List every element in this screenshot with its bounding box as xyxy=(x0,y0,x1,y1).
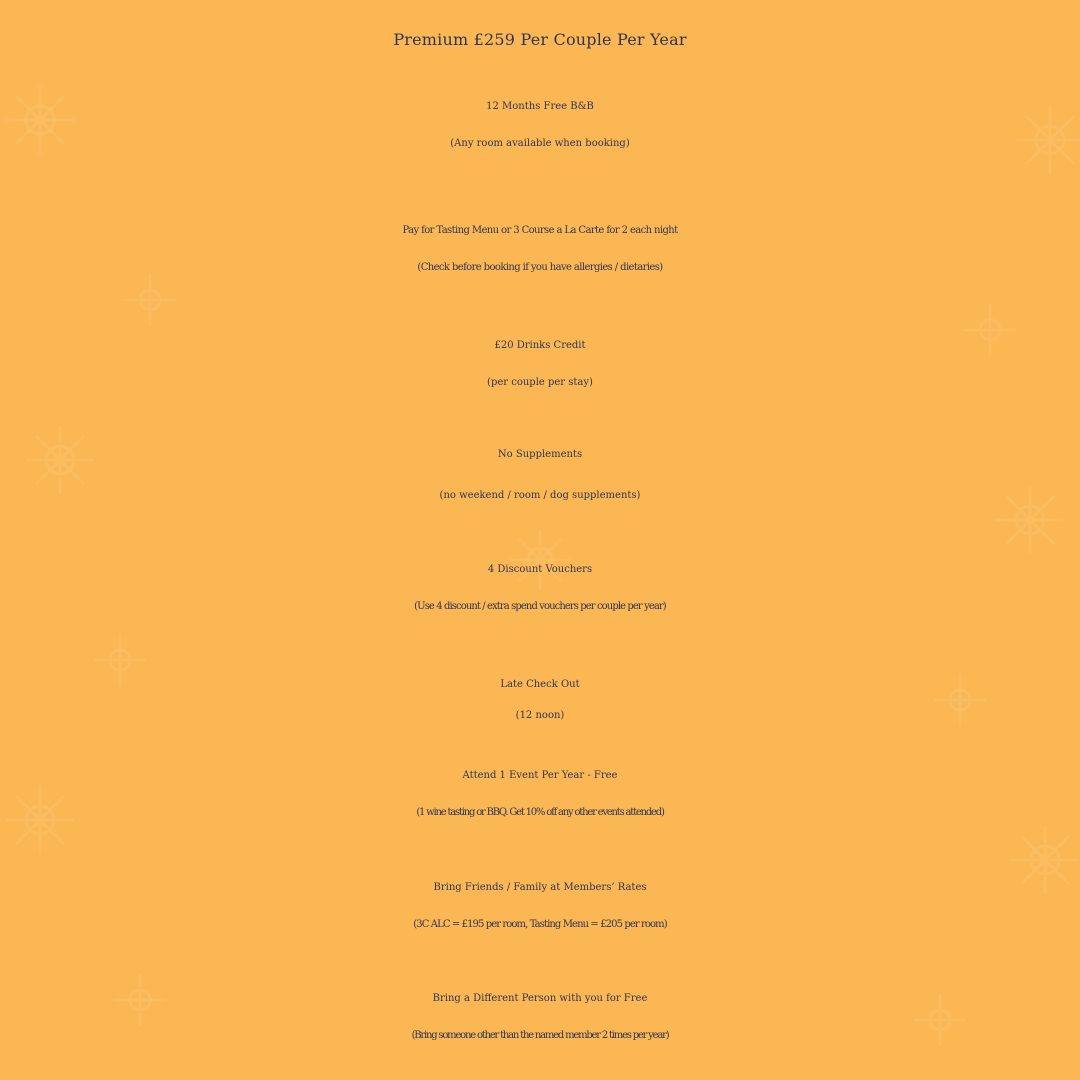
benefit-note: (Bring someone other than the named member 2 times per year) xyxy=(411,1030,669,1041)
benefit-free-bnb xyxy=(0,86,1080,160)
benefit-heading: 4 Discount Vouchers xyxy=(487,564,593,575)
benefit-no-supplements xyxy=(0,434,1080,512)
benefit-heading: Bring Friends / Family at Members’ Rates xyxy=(433,882,647,893)
benefit-heading: Late Check Out xyxy=(500,679,580,690)
benefit-members-rates xyxy=(0,867,1080,941)
benefit-heading: Pay for Tasting Menu or 3 Course a La Carte for 2 each night xyxy=(402,225,678,236)
benefit-heading: No Supplements xyxy=(497,449,583,460)
benefit-dining xyxy=(0,210,1080,284)
benefit-note: (Use 4 discount / extra spend vouchers per couple per year) xyxy=(414,601,666,612)
benefit-note: (3C ALC = £195 per room, Tasting Menu = £205 per room) xyxy=(413,919,667,930)
benefit-note: (no weekend / room / dog supplements) xyxy=(439,490,641,501)
page-title: Premium £259 Per Couple Per Year xyxy=(393,30,687,49)
benefit-free-event xyxy=(0,755,1080,829)
benefit-heading: Bring a Different Person with you for Free xyxy=(432,993,648,1004)
benefit-note: (1 wine tasting or BBQ. Get 10% off any other events attended) xyxy=(416,807,664,818)
benefit-note: (per couple per stay) xyxy=(487,377,593,388)
benefit-note: (12 noon) xyxy=(515,710,565,721)
benefit-heading: 12 Months Free B&B xyxy=(486,101,594,112)
benefit-different-person xyxy=(0,978,1080,1052)
benefit-heading: £20 Drinks Credit xyxy=(494,340,586,351)
benefit-discount-vouchers xyxy=(0,549,1080,623)
benefit-drinks-credit xyxy=(0,325,1080,399)
benefit-heading: Attend 1 Event Per Year - Free xyxy=(462,770,618,781)
benefit-note: (Check before booking if you have allergies / dietaries) xyxy=(417,262,663,273)
benefit-late-checkout xyxy=(0,664,1080,732)
benefit-note: (Any room available when booking) xyxy=(450,138,630,149)
